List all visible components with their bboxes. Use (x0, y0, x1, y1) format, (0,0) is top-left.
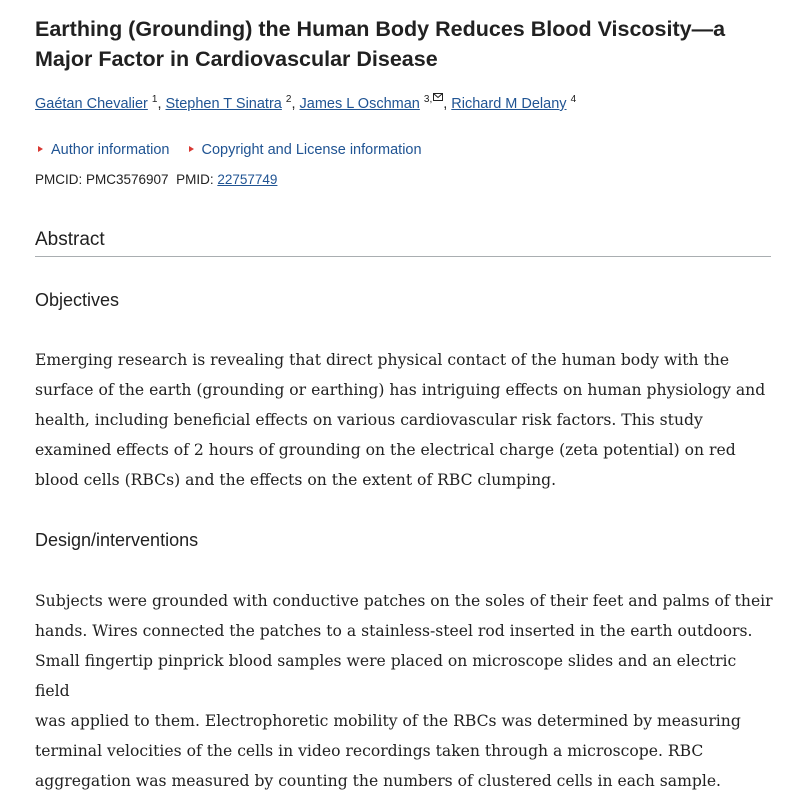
copyright-license-label: Copyright and License information (201, 142, 422, 158)
author-information-label: Author information (51, 142, 170, 158)
caret-right-icon (189, 146, 194, 152)
author-link[interactable]: Gaétan Chevalier (35, 96, 148, 112)
author-separator: , (291, 96, 300, 112)
pmcid: PMCID: PMC3576907 (35, 172, 169, 187)
section-heading-design-interventions: Design/interventions (35, 530, 199, 550)
paragraph-line: blood cells (RBCs) and the effects on the extent of RBC clumping. (35, 471, 557, 489)
paragraph-line: Subjects were grounded with conductive patches on the soles of their feet and palms of their (35, 592, 773, 610)
paragraph-line: aggregation was measured by counting the numbers of clustered cells in each sample. (35, 772, 722, 790)
copyright-license-toggle[interactable] (186, 140, 422, 160)
paragraph-line: Small fingertip pinprick blood samples were placed on microscope slides and an electric field (35, 652, 737, 700)
paragraph-line: was applied to them. Electrophoretic mobility of the RBCs was determined by measuring (35, 712, 741, 730)
paragraph-line: Emerging research is revealing that direct physical contact of the human body with the (35, 351, 730, 369)
affiliation-marker[interactable]: 3, (423, 94, 433, 105)
author-link[interactable]: Stephen T Sinatra (165, 96, 282, 112)
author-link[interactable]: James L Oschman (299, 96, 420, 112)
article-identifiers (35, 170, 277, 190)
section-paragraph-objectives (35, 345, 775, 495)
caret-right-icon (38, 146, 43, 152)
paragraph-line: hands. Wires connected the patches to a stainless-steel rod inserted in the earth outdoors. (35, 622, 753, 640)
author-link[interactable]: Richard M Delany (451, 96, 567, 112)
affiliation-marker[interactable]: 2 (285, 94, 292, 105)
author-list (35, 93, 771, 115)
abstract-heading: Abstract (35, 226, 771, 257)
section-paragraph-design-interventions (35, 586, 775, 796)
pmid-label: PMID: (176, 172, 214, 187)
pmid-link[interactable]: 22757749 (217, 172, 278, 187)
affiliation-marker[interactable]: 1 (151, 94, 158, 105)
author-information-toggle[interactable] (35, 140, 169, 160)
envelope-icon[interactable] (433, 93, 443, 101)
article-info-toggles (35, 140, 434, 160)
author-separator: , (157, 96, 166, 112)
paragraph-line: surface of the earth (grounding or earthing) has intriguing effects on human physiology and (35, 381, 766, 399)
article-title: Earthing (Grounding) the Human Body Reduces Blood Viscosity—a Major Factor in Cardiovascular Disease (35, 17, 726, 71)
paragraph-line: examined effects of 2 hours of grounding on the electrical charge (zeta potential) on red (35, 441, 736, 459)
affiliation-marker[interactable]: 4 (570, 94, 577, 105)
paragraph-line: terminal velocities of the cells in video recordings taken through a microscope. RBC (35, 742, 704, 760)
section-heading-objectives: Objectives (35, 290, 120, 310)
author-separator: , (443, 96, 452, 112)
paragraph-line: health, including beneficial effects on various cardiovascular risk factors. This study (35, 411, 703, 429)
